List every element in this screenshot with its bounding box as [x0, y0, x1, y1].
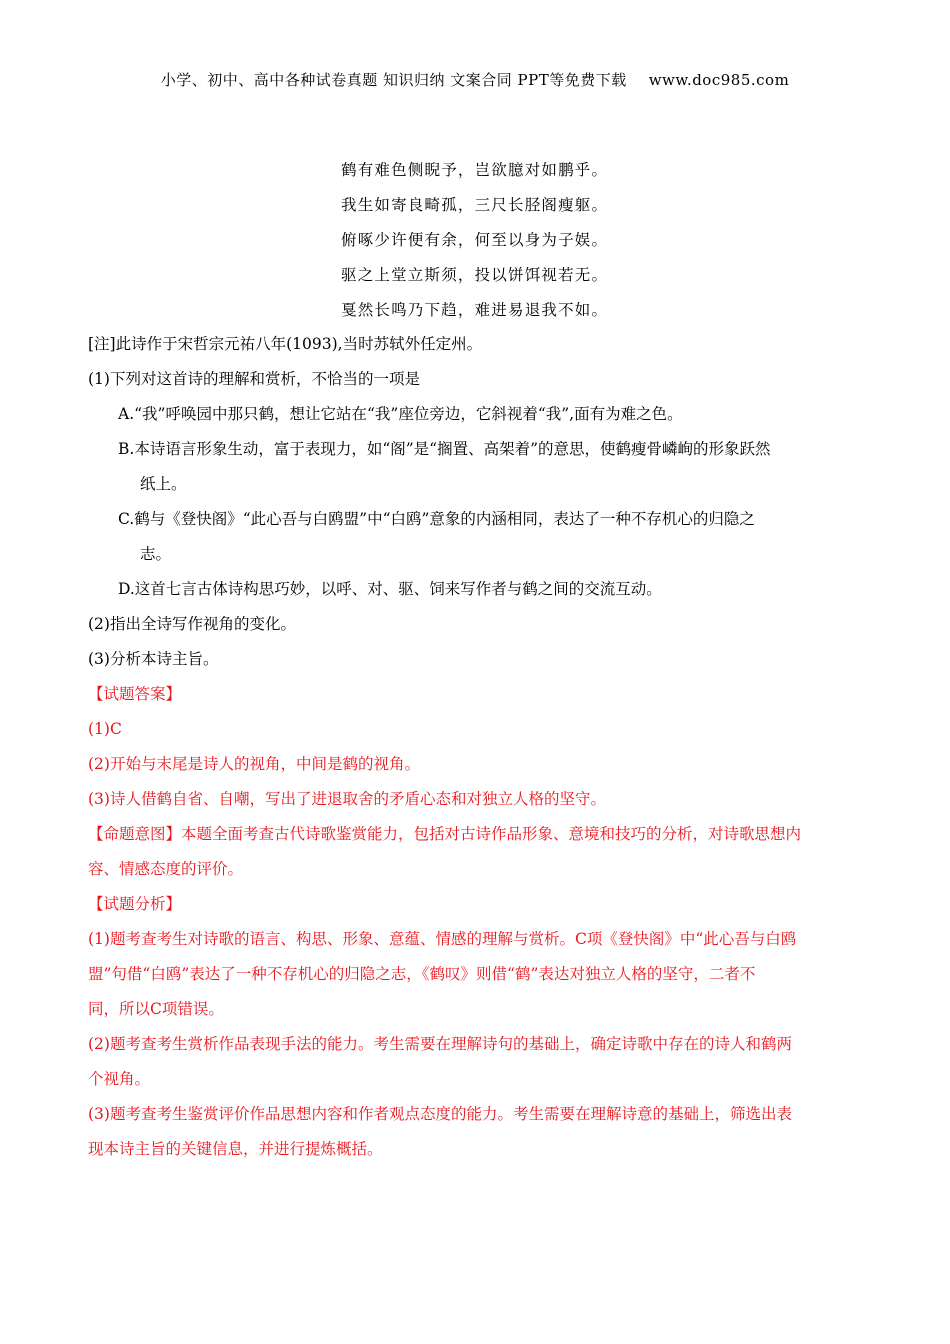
analysis-heading: 【试题分析】	[88, 895, 182, 913]
poem-line: 鹤有难色侧睨予，岂欲臆对如鹏乎。	[341, 161, 609, 179]
intent-line: 【命题意图】本题全面考查古代诗歌鉴赏能力，包括对古诗作品形象、意境和技巧的分析，对诗歌思想内	[88, 825, 802, 843]
poem-line: 俯啄少许便有余，何至以身为子娱。	[341, 231, 609, 249]
option-a: A.“我”呼唤园中那只鹤，想让它站在“我”座位旁边，它斜视着“我”,面有为难之色。	[118, 405, 683, 423]
analysis-3: (3)题考查考生鉴赏评价作品思想内容和作者观点态度的能力。考生需要在理解诗意的基础上，筛选出表	[88, 1105, 792, 1123]
option-c-continued: 志。	[140, 545, 172, 563]
question-body	[88, 327, 868, 1167]
analysis-3-continued: 现本诗主旨的关键信息，并进行提炼概括。	[88, 1140, 383, 1158]
answer-2: (2)开始与末尾是诗人的视角，中间是鹤的视角。	[88, 755, 420, 773]
analysis-1: (1)题考查考生对诗歌的语言、构思、形象、意蕴、情感的理解与赏析。C项《登快阁》中“此心吾与白鸥	[88, 930, 797, 948]
analysis-1-continued: 盟”句借“白鸥”表达了一种不存机心的归隐之志，《鹤叹》则借“鹤”表达对独立人格的坚守，二者不	[88, 965, 756, 983]
option-b-continued: 纸上。	[140, 475, 187, 493]
answer-heading: 【试题答案】	[88, 685, 182, 703]
analysis-1-continued: 同，所以C项错误。	[88, 1000, 224, 1018]
option-d: D.这首七言古体诗构思巧妙，以呼、对、驱、饲来写作者与鹤之间的交流互动。	[118, 580, 662, 598]
poem-note: [注]此诗作于宋哲宗元祐八年(1093),当时苏轼外任定州。	[88, 335, 483, 353]
page-header	[0, 69, 950, 90]
poem-block	[341, 153, 761, 328]
header-site-link[interactable]: www.doc985.com	[648, 71, 790, 89]
question-1-stem: (1)下列对这首诗的理解和赏析，不恰当的一项是	[88, 370, 420, 388]
poem-line: 驱之上堂立斯须，投以饼饵视若无。	[341, 266, 609, 284]
poem-line: 我生如寄良畸孤，三尺长胫阁瘦躯。	[341, 196, 609, 214]
question-3: (3)分析本诗主旨。	[88, 650, 219, 668]
poem-line: 戛然长鸣乃下趋，难进易退我不如。	[341, 301, 609, 319]
answer-3: (3)诗人借鹤自省、自嘲，写出了进退取舍的矛盾心态和对独立人格的坚守。	[88, 790, 606, 808]
question-2: (2)指出全诗写作视角的变化。	[88, 615, 296, 633]
header-title: 小学、初中、高中各种试卷真题 知识归纳 文案合同 PPT等免费下载	[160, 71, 627, 89]
intent-line-continued: 容、情感态度的评价。	[88, 860, 244, 878]
option-b: B.本诗语言形象生动，富于表现力，如“阁”是“搁置、高架着”的意思，使鹤瘦骨嶙峋的形象跃然	[118, 440, 771, 458]
answer-1: (1)C	[88, 720, 122, 738]
analysis-2-continued: 个视角。	[88, 1070, 151, 1088]
option-c: C.鹤与《登快阁》“此心吾与白鸥盟”中“白鸥”意象的内涵相同，表达了一种不存机心的归隐之	[118, 510, 755, 528]
analysis-2: (2)题考查考生赏析作品表现手法的能力。考生需要在理解诗句的基础上，确定诗歌中存在的诗人和鹤两	[88, 1035, 792, 1053]
